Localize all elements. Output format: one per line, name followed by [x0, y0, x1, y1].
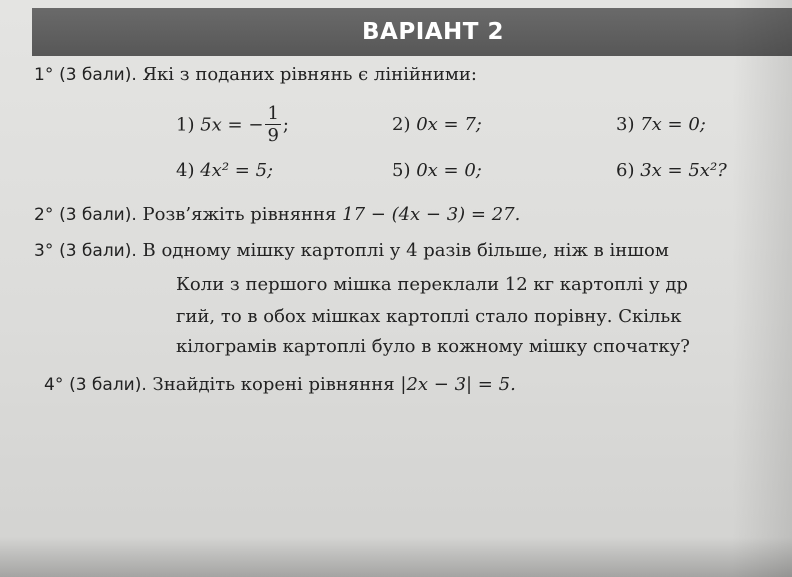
- option-expr: 3x = 5x²?: [640, 160, 727, 181]
- task1-option-1: [176, 104, 289, 147]
- task1-option-4: [176, 160, 273, 181]
- option-1-lhs: 5x = −: [200, 114, 264, 136]
- fraction-denominator: 9: [267, 125, 279, 146]
- task2-text: Розв’яжіть рівняння: [142, 204, 337, 225]
- option-expr: 4x² = 5;: [200, 160, 274, 181]
- task4-points: (3 бали).: [69, 375, 147, 395]
- fraction-numerator: 1: [267, 103, 279, 124]
- task1-option-5: [392, 160, 482, 181]
- option-expr: 0x = 7;: [416, 114, 482, 135]
- task3-line-1: В одному мішку картоплі у 4 разів більше, ніж в іншом: [142, 240, 669, 261]
- option-label: 3): [616, 114, 635, 135]
- task1-number: 1°: [34, 65, 54, 85]
- variant-title: ВАРІАНТ 2: [362, 19, 504, 45]
- task3-points: (3 бали).: [59, 241, 137, 261]
- task1-text: Які з поданих рівнянь є лінійними:: [142, 64, 477, 85]
- task3-line-3: гий, то в обох мішках картоплі стало порівну. Скільк: [176, 306, 682, 327]
- option-label: 4): [176, 160, 195, 181]
- option-expr: 0x = 0;: [416, 160, 482, 181]
- task3-line-4: кілограмів картоплі було в кожному мішку спочатку?: [176, 336, 690, 357]
- task1-points: (3 бали).: [59, 65, 137, 85]
- task2-equation: 17 − (4x − 3) = 27.: [342, 204, 521, 225]
- task3-number: 3°: [34, 241, 54, 261]
- option-label: 5): [392, 160, 411, 181]
- option-label: 2): [392, 114, 411, 135]
- task3-heading: [34, 240, 669, 261]
- task4-number: 4°: [44, 375, 64, 395]
- variant-banner: [32, 8, 792, 56]
- option-1-tail: ;: [282, 114, 289, 136]
- task3-line-2: Коли з першого мішка переклали 12 кг картоплі у др: [176, 274, 688, 295]
- option-label: 1): [176, 114, 195, 136]
- task2-points: (3 бали).: [59, 205, 137, 225]
- task2-number: 2°: [34, 205, 54, 225]
- task1-option-3: [616, 114, 706, 135]
- task4-text: Знайдіть корені рівняння: [152, 374, 395, 395]
- option-expr: 7x = 0;: [640, 114, 706, 135]
- task1-option-2: [392, 114, 482, 135]
- task4-equation: |2x − 3| = 5.: [400, 374, 516, 395]
- page-shadow-right: [732, 0, 792, 577]
- fraction: [265, 104, 280, 147]
- task1-option-6: [616, 160, 727, 181]
- task2-heading: [34, 204, 520, 225]
- task4-heading: [44, 374, 516, 395]
- page-shadow-bottom: [0, 537, 792, 577]
- task1-heading: [34, 64, 477, 85]
- option-label: 6): [616, 160, 635, 181]
